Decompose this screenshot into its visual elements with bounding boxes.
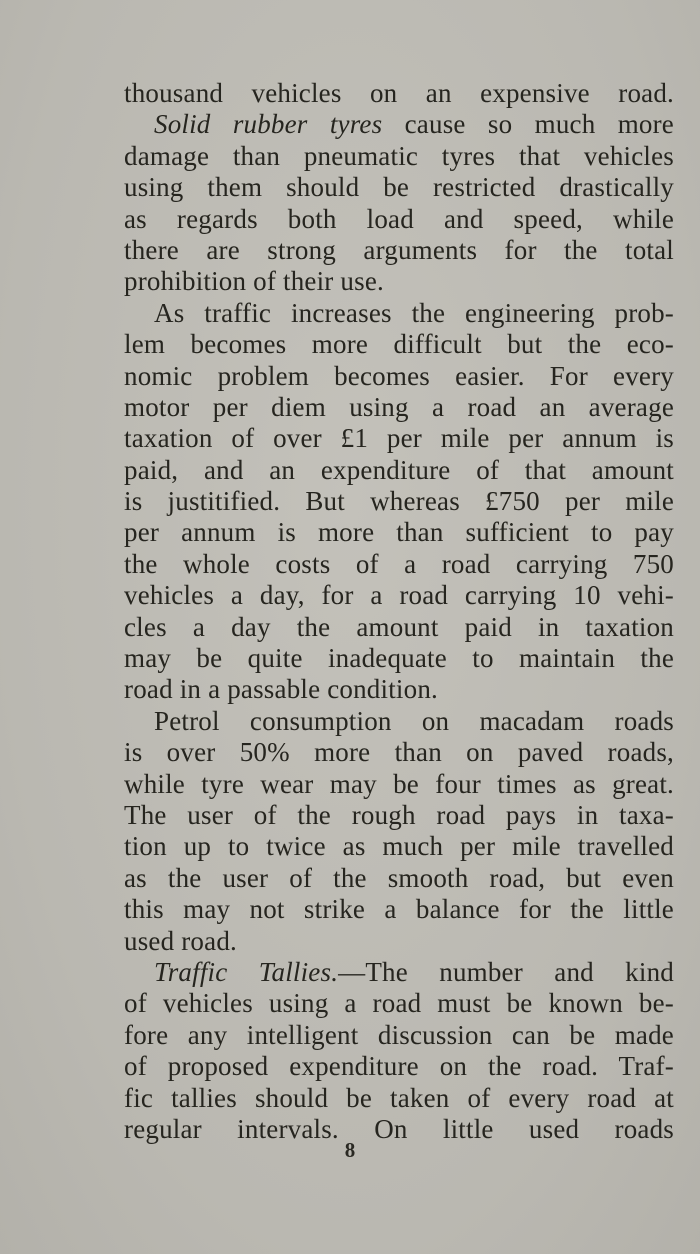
text-fragment: —The number and kind xyxy=(338,956,674,987)
text-line: this may not strike a balance for the little xyxy=(124,894,674,925)
text-line: the whole costs of a road carrying 750 xyxy=(124,548,674,579)
text-line: as regards both load and speed, while xyxy=(124,203,674,234)
text-line: is over 50% more than on paved roads, xyxy=(124,737,674,768)
italic-phrase: Solid rubber tyres xyxy=(154,109,383,140)
text-line xyxy=(124,957,674,988)
italic-heading: Traffic Tallies. xyxy=(154,956,339,987)
text-line: nomic problem becomes easier. For every xyxy=(124,360,674,391)
body-text xyxy=(124,78,674,1145)
text-line: taxation of over £1 per mile per annum is xyxy=(124,423,674,454)
text-line: as the user of the smooth road, but even xyxy=(124,862,674,893)
text-line: there are strong arguments for the total xyxy=(124,234,674,265)
text-line: fore any intelligent discussion can be made xyxy=(124,1019,674,1050)
text-line: thousand vehicles on an expensive road. xyxy=(124,78,674,108)
text-line: vehicles a day, for a road carrying 10 vehi- xyxy=(124,580,674,611)
text-line: Petrol consumption on macadam roads xyxy=(154,705,674,736)
text-fragment: cause so much more xyxy=(404,109,674,140)
text-line: regular intervals. On little used roads xyxy=(124,1113,674,1144)
text-line: damage than pneumatic tyres that vehicles xyxy=(124,140,674,171)
text-line: The user of the rough road pays in taxa- xyxy=(124,799,674,830)
text-line: lem becomes more difficult but the eco- xyxy=(124,329,674,360)
text-line: may be quite inadequate to maintain the xyxy=(124,643,674,674)
text-line: As traffic increases the engineering prob- xyxy=(154,297,674,328)
text-line: road in a passable condition. xyxy=(124,674,438,705)
text-line: cles a day the amount paid in taxation xyxy=(124,611,674,642)
text-line: prohibition of their use. xyxy=(124,266,384,297)
text-line: while tyre wear may be four times as great. xyxy=(124,768,674,799)
text-line: of proposed expenditure on the road. Traf- xyxy=(124,1051,674,1082)
text-line: motor per diem using a road an average xyxy=(124,391,674,422)
text-line: using them should be restricted drastically xyxy=(124,172,674,203)
text-line: used road. xyxy=(124,925,237,956)
text-line: paid, and an expenditure of that amount xyxy=(124,454,674,485)
text-line: of vehicles using a road must be known be- xyxy=(124,988,674,1019)
text-line xyxy=(124,109,674,140)
text-line: tion up to twice as much per mile travelled xyxy=(124,831,674,862)
text-line: per annum is more than sufficient to pay xyxy=(124,517,674,548)
text-line: is justitified. But whereas £750 per mile xyxy=(124,486,674,517)
text-line: fic tallies should be taken of every road at xyxy=(124,1082,674,1113)
page-number: 8 xyxy=(344,1138,356,1162)
